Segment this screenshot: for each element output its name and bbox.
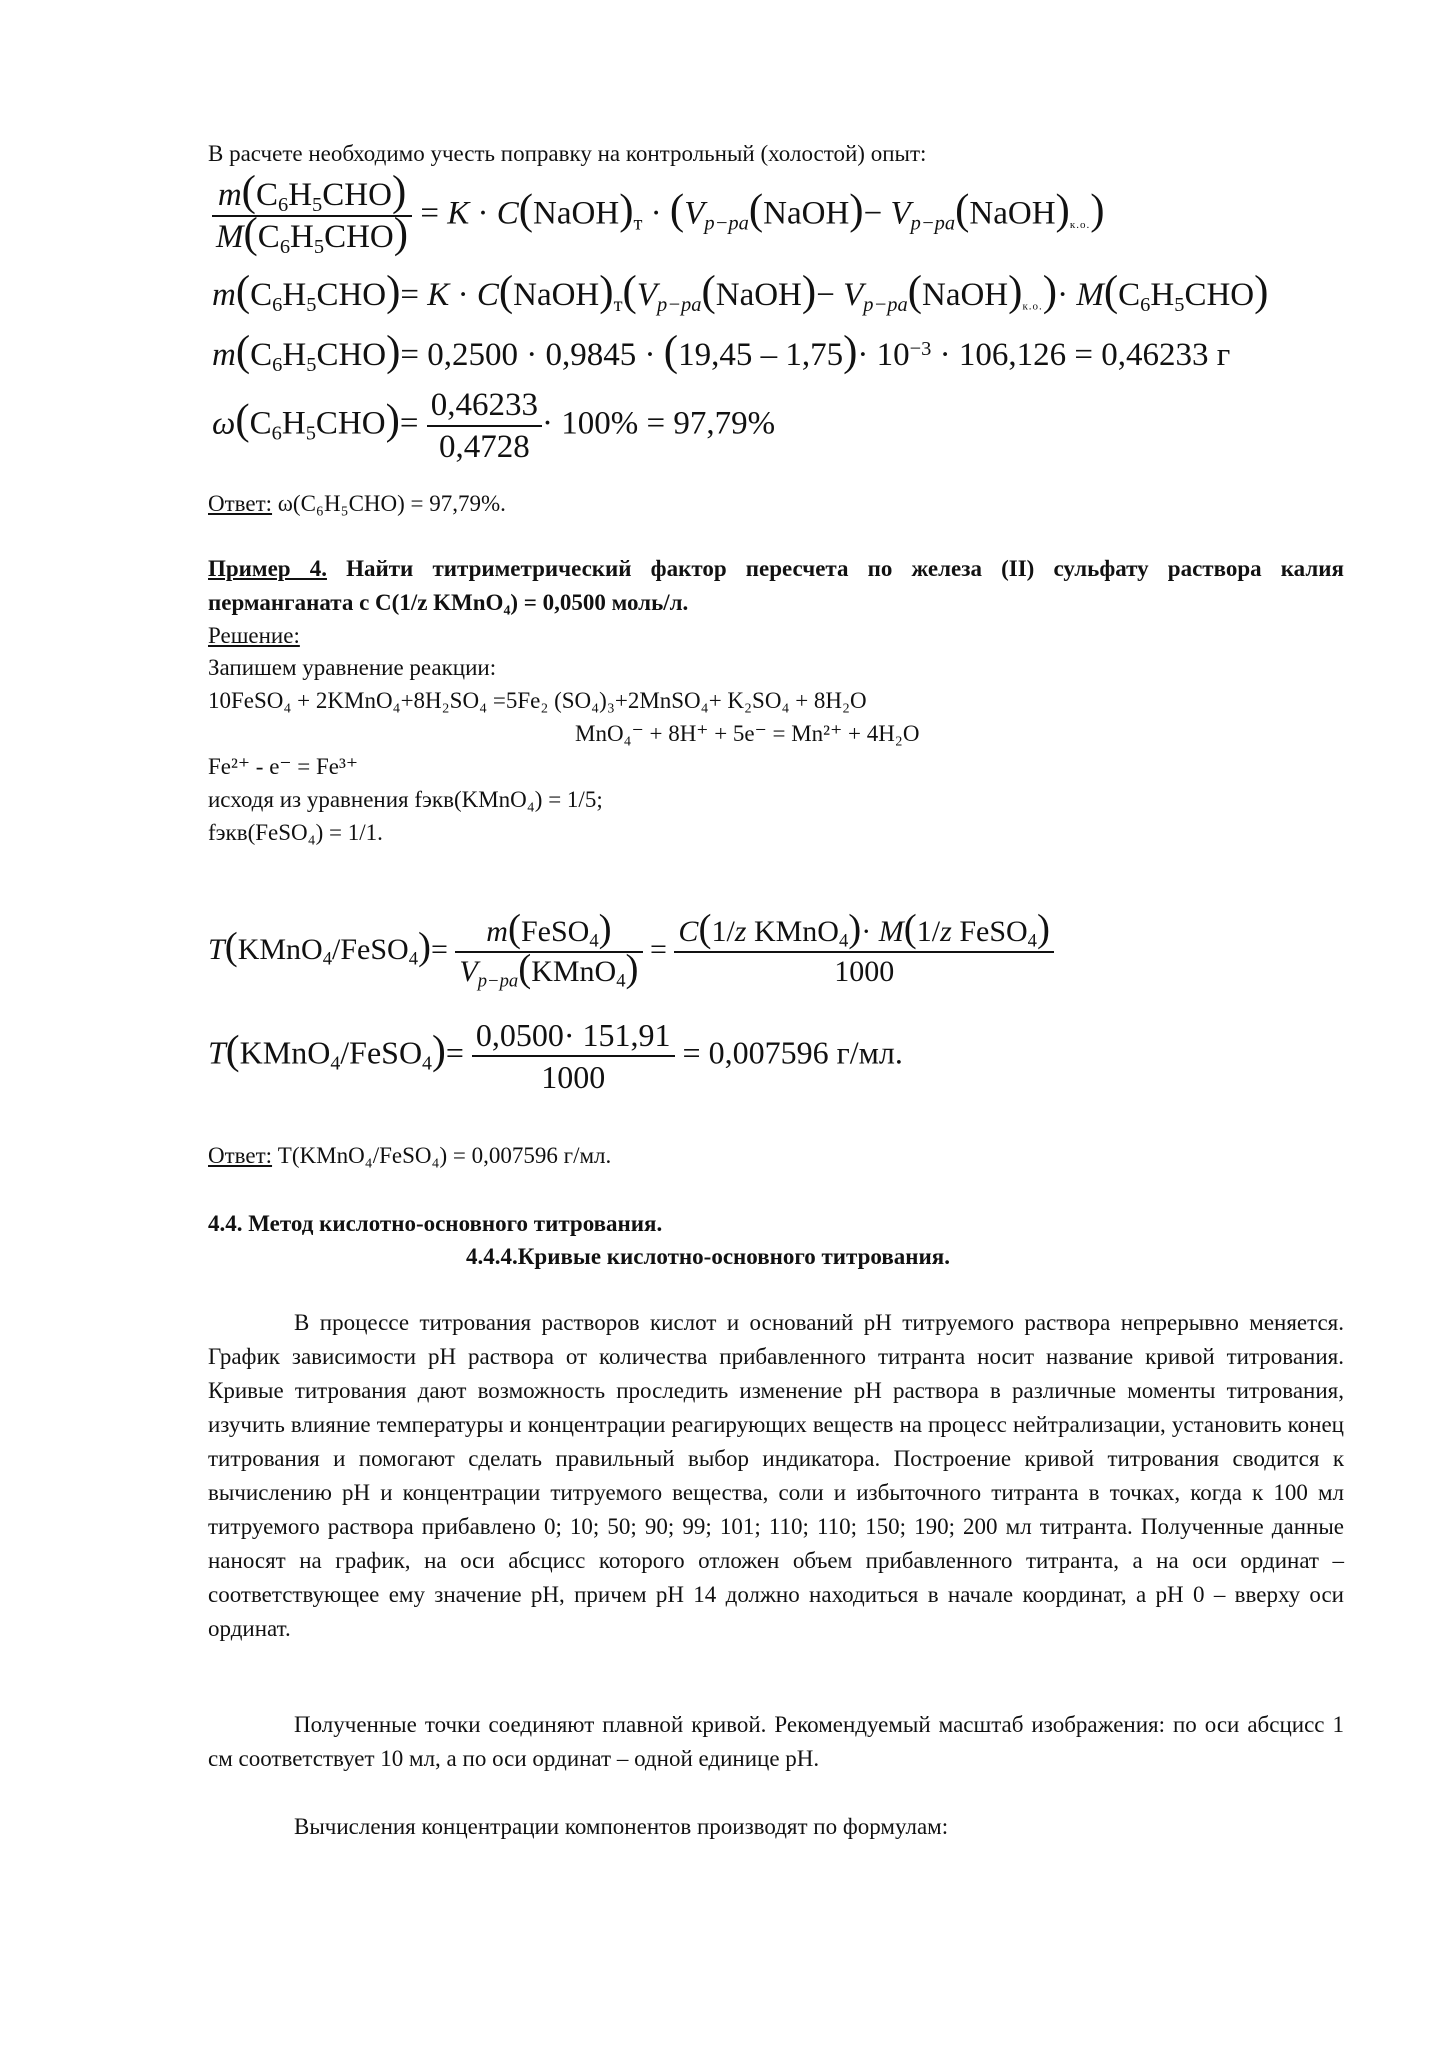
reaction-equation: 10FeSO₄ + 2KMnO₄+8H₂SO₄ =5Fe₂ (SO₄)₃+2MnSO₄+ K₂SO₄ + 8H₂O bbox=[208, 688, 867, 713]
write-reaction: Запишем уравнение реакции: bbox=[208, 655, 497, 680]
formula-omega: $\omega(C_6H_5CHO)=$ $\frac{0,46233}{0,4728}$ · 100% = 97,79% bbox=[212, 387, 776, 465]
paragraph-3: Вычисления концентрации компонентов производят по формулам: bbox=[294, 1814, 949, 1839]
formula-ratio: $\frac{m(C_6H_5CHO)}{M(C_6H_5CHO)}$ = $K \cdot C(NaOH)_т$ · ($V_{p-pa}(NaOH)-$ $V_{p-pa}(NaOH)к.о$.) bbox=[212, 175, 1105, 257]
formula-mass-expression: $m(C_6H_5CHO)= K$ · $C(NaOH)_т(V_{p-pa}(NaOH)-$ $V_{p-pa}(NaOH)к.о.)\cdot M(C_6H_5CHO)$ bbox=[212, 268, 1269, 317]
answer-1 bbox=[208, 488, 506, 520]
intro-text: В расчете необходимо учесть поправку на контрольный (холостой) опыт: bbox=[208, 141, 927, 166]
formula-titer-value: T(KMnO$_4$/FeSO$_4$)= $\frac{0,0500\cdot 151,91}{1000}$ = 0,007596 г/мл. bbox=[208, 1017, 903, 1095]
titer-denominator: 1000 bbox=[472, 1055, 675, 1097]
section-heading: 4.4. Метод кислотно-основного титрования. bbox=[208, 1211, 663, 1236]
example-heading bbox=[208, 552, 1344, 620]
equiv-factor-feso4: fэкв(FeSO₄) = 1/1. bbox=[208, 820, 383, 845]
answer2-label: Ответ: bbox=[208, 1143, 273, 1168]
answer-value: ω(C₆H₅CHO) = 97,79%. bbox=[272, 491, 506, 516]
answer-label: Ответ: bbox=[208, 491, 273, 516]
equiv-factor-kmno4: исходя из уравнения fэкв(KMnO₄) = 1/5; bbox=[208, 787, 603, 812]
titer-numerator: 0,0500· 151,91 bbox=[475, 1017, 671, 1053]
solution-label: Решение: bbox=[208, 623, 300, 648]
half-reaction-mn: MnO₄⁻ + 8H⁺ + 5e⁻ = Mn²⁺ + 4H₂O bbox=[575, 721, 920, 746]
answer-2 bbox=[208, 1140, 611, 1172]
formula-mass-value: $m(C_6H_5CHO)= 0,2500 \cdot 0,9845 \cdot (19,45 - 1,75)\cdot 10^{-3} \cdot 106,126 = 0,46233$ г bbox=[212, 328, 1231, 377]
example-label: Пример 4. bbox=[208, 556, 327, 581]
half-reaction-fe: Fe²⁺ - e⁻ = Fe³⁺ bbox=[208, 754, 359, 779]
titer-result: = 0,007596 г/мл. bbox=[682, 1034, 903, 1071]
example-task: Найти титриметрический фактор пересчета по железа (II) сульфату раствора калия перманганата с C(1/z KMnO₄) = 0,0500 моль/л. bbox=[208, 556, 1344, 615]
paragraph-1: В процессе титрования растворов кислот и оснований pH титруемого раствора непрерывно меняется. График зависимости pH раствора от количества прибавленного титранта носит название кривой титрования. Кривые титрования дают возможность проследить изменение pH раствора в различные моменты титрования, изучить влияние температуры и концентрации реагирующих веществ на процесс нейтрализации, установить конец титрования и помогают сделать правильный выбор индикатора. Построение кривой титрования сводится к вычислению pH и концентрации титруемого вещества, соли и избыточного титранта в точках, когда к 100 мл титруемого раствора прибавлено 0; 10; 50; 90; 99; 101; 110; 110; 150; 190; 200 мл титранта. Полученные данные наносят на график, на оси абсцисс которого отложен объем прибавленного титранта, а на оси ординат – соответствующее ему значение pH, причем pH 14 должно находиться в начале координат, а pH 0 – вверху оси ординат. bbox=[208, 1310, 1344, 1641]
answer2-value: T(KMnO₄/FeSO₄) = 0,007596 г/мл. bbox=[272, 1143, 612, 1168]
section-subheading: 4.4.4.Кривые кислотно-основного титрования. bbox=[466, 1244, 950, 1269]
paragraph-2: Полученные точки соединяют плавной кривой. Рекомендуемый масштаб изображения: по оси абсцисс 1 см соответствует 10 мл, а по оси ординат – одной единице pH. bbox=[208, 1712, 1344, 1771]
formula-titer-definition: T(KMnO$_4$/FeSO$_4$)= $\frac{m(FeSO_4)}{V_{p-pa}(KMnO_4)}$ = $\frac{C(1/z KMnO_4)\cdot M(1/z FeSO_4)}{1000}$ bbox=[208, 913, 1054, 991]
